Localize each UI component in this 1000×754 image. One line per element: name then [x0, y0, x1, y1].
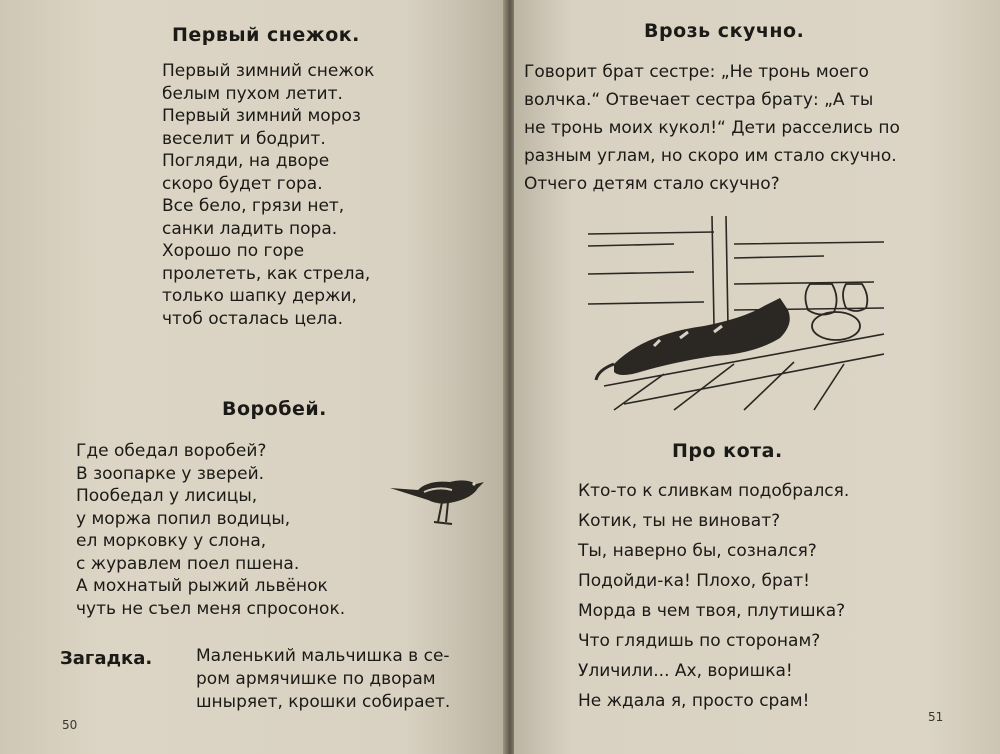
poem-line: чуть не съел меня спросонок.	[76, 598, 346, 619]
poem-line: санки ладить пора.	[162, 218, 338, 239]
poem-line: В зоопарке у зверей.	[76, 463, 265, 484]
poem-title-first-snow: Первый снежок.	[172, 24, 360, 46]
poem-first-snow	[162, 60, 374, 330]
cat-on-shelf-illustration	[584, 214, 884, 414]
poem-line: Уличили... Ах, воришка!	[578, 661, 793, 681]
story-line: не тронь моих кукол!“ Дети расселись по	[524, 118, 900, 138]
poem-line: Морда в чем твоя, плутишка?	[578, 601, 846, 621]
poem-line: пролететь, как стрела,	[162, 263, 371, 284]
poem-line: веселит и бодрит.	[162, 128, 326, 149]
poem-line: Не ждала я, просто срам!	[578, 691, 810, 711]
riddle-line: Маленький мальчишка в се-	[196, 646, 450, 666]
poem-line: с журавлем поел пшена.	[76, 553, 300, 574]
right-page	[514, 0, 1000, 754]
poem-line: белым пухом летит.	[162, 83, 343, 104]
poem-line: чтоб осталась цела.	[162, 308, 344, 329]
riddle-label: Загадка.	[60, 648, 153, 669]
poem-line: Кто-то к сливкам подобрался.	[578, 481, 850, 501]
story-line: Говорит брат сестре: „Не тронь моего	[524, 62, 869, 82]
poem-line: Что глядишь по сторонам?	[578, 631, 821, 651]
poem-line: Все бело, грязи нет,	[162, 196, 345, 216]
poem-line: Где обедал воробей?	[76, 441, 267, 461]
poem-line: А мохнатый рыжий львёнок	[76, 576, 328, 596]
story-line: разным углам, но скоро им стало скучно.	[524, 146, 897, 166]
poem-title-sparrow: Воробей.	[222, 398, 327, 420]
poem-title-about-cat: Про кота.	[672, 440, 783, 462]
riddle-text	[196, 645, 496, 714]
story-apart-boring	[524, 58, 948, 198]
poem-line: Пообедал у лисицы,	[76, 486, 258, 506]
poem-line: Котик, ты не виноват?	[578, 511, 781, 531]
poem-line: Хорошо по горе	[162, 241, 305, 261]
riddle-line: ром армячишке по дворам	[196, 669, 436, 689]
story-line: волчка.“ Отвечает сестра брату: „А ты	[524, 90, 874, 110]
page-number-right: 51	[928, 710, 944, 724]
poem-sparrow	[76, 440, 345, 620]
poem-about-cat	[578, 476, 849, 716]
sparrow-illustration	[388, 470, 488, 530]
poem-line: у моржа попил водицы,	[76, 508, 291, 529]
poem-line: Ты, наверно бы, сознался?	[578, 541, 817, 561]
story-line: Отчего детям стало скучно?	[524, 174, 780, 194]
riddle-line: шныряет, крошки собирает.	[196, 692, 451, 712]
poem-line: Первый зимний мороз	[162, 106, 361, 126]
story-title-apart-boring: Врозь скучно.	[644, 20, 805, 42]
poem-line: Погляди, на дворе	[162, 151, 330, 171]
page-number-left: 50	[62, 718, 78, 732]
poem-line: только шапку держи,	[162, 286, 357, 306]
poem-line: Подойди-ка! Плохо, брат!	[578, 571, 810, 591]
poem-line: скоро будет гора.	[162, 173, 323, 194]
poem-line: Первый зимний снежок	[162, 61, 375, 81]
poem-line: ел морковку у слона,	[76, 531, 267, 551]
